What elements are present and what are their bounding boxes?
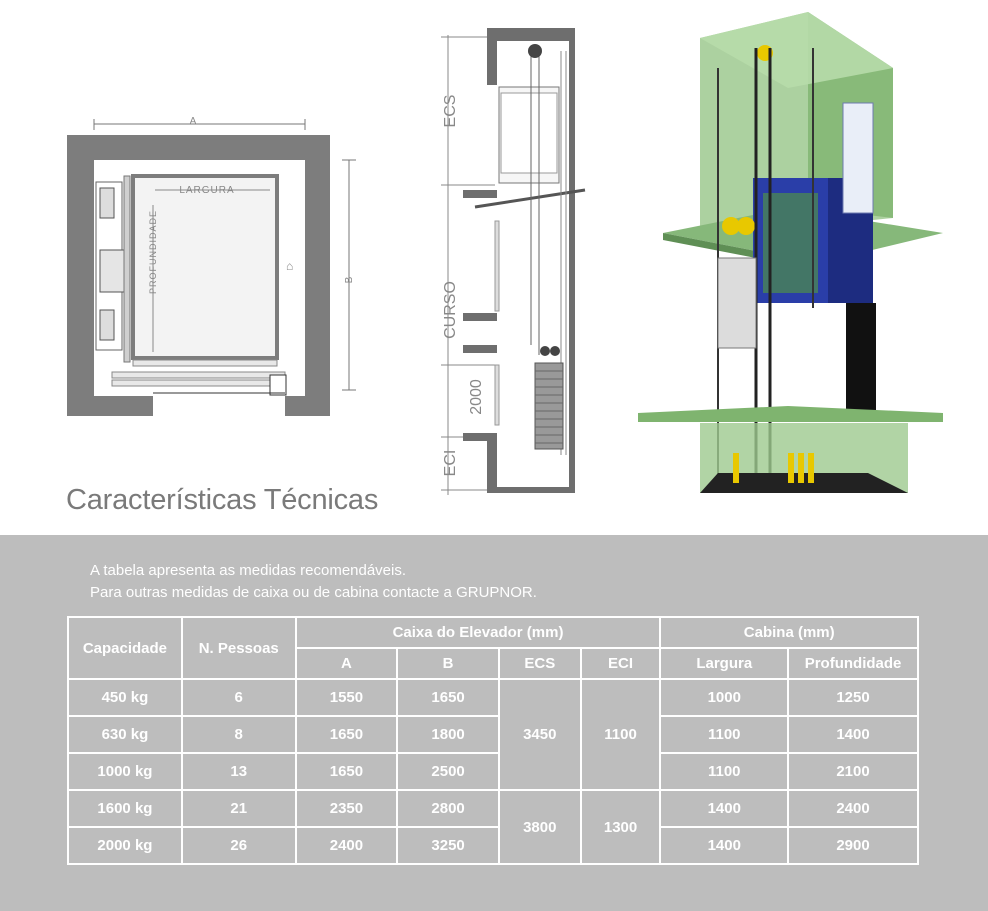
cell-pessoas: 13 bbox=[182, 753, 296, 790]
header-caixa: Caixa do Elevador (mm) bbox=[296, 617, 661, 648]
shaft-plan-drawing bbox=[60, 110, 355, 410]
table-row bbox=[68, 827, 918, 864]
shaft-section-drawing bbox=[435, 25, 585, 495]
cell-profundidade: 1400 bbox=[788, 716, 918, 753]
cell-a: 2350 bbox=[296, 790, 398, 827]
header-ecs: ECS bbox=[499, 648, 581, 679]
cell-b: 1650 bbox=[397, 679, 499, 716]
cell-profundidade: 2400 bbox=[788, 790, 918, 827]
header-profundidade: Profundidade bbox=[788, 648, 918, 679]
cell-a: 1550 bbox=[296, 679, 398, 716]
specs-table bbox=[67, 616, 919, 865]
table-row bbox=[68, 790, 918, 827]
cell-b: 2800 bbox=[397, 790, 499, 827]
cell-b: 2500 bbox=[397, 753, 499, 790]
cell-largura: 1000 bbox=[660, 679, 788, 716]
table-row bbox=[68, 716, 918, 753]
table-row bbox=[68, 679, 918, 716]
cell-a: 1650 bbox=[296, 716, 398, 753]
cell-a: 2400 bbox=[296, 827, 398, 864]
cell-eci: 1300 bbox=[581, 790, 661, 864]
elevator-3d-illustration bbox=[638, 8, 943, 503]
header-pessoas: N. Pessoas bbox=[182, 617, 296, 679]
cell-capacidade: 1000 kg bbox=[68, 753, 182, 790]
table-row bbox=[68, 753, 918, 790]
largura-label: LARGURA bbox=[179, 185, 235, 196]
profundidade-label: PROFUNDIDADE bbox=[148, 209, 158, 295]
cell-eci: 1100 bbox=[581, 679, 661, 790]
cell-largura: 1100 bbox=[660, 753, 788, 790]
curso-label: CURSO bbox=[442, 281, 459, 339]
eci-label: ECI bbox=[442, 449, 459, 477]
dim-b-label: B bbox=[344, 276, 355, 284]
header-b: B bbox=[397, 648, 499, 679]
dim-2000-label: 2000 bbox=[468, 379, 485, 415]
note-line-1: A tabela apresenta as medidas recomendáveis. bbox=[90, 562, 407, 579]
cell-pessoas: 6 bbox=[182, 679, 296, 716]
section-title: Características Técnicas bbox=[66, 484, 379, 516]
cell-profundidade: 2900 bbox=[788, 827, 918, 864]
dim-a-label: A bbox=[189, 116, 197, 127]
header-cabina: Cabina (mm) bbox=[660, 617, 918, 648]
cell-capacidade: 450 kg bbox=[68, 679, 182, 716]
cell-pessoas: 26 bbox=[182, 827, 296, 864]
cell-largura: 1400 bbox=[660, 790, 788, 827]
cell-b: 1800 bbox=[397, 716, 499, 753]
cell-ecs: 3450 bbox=[499, 679, 581, 790]
cell-profundidade: 1250 bbox=[788, 679, 918, 716]
cell-largura: 1400 bbox=[660, 827, 788, 864]
cell-capacidade: 630 kg bbox=[68, 716, 182, 753]
note-line-2: Para outras medidas de caixa ou de cabina contacte a GRUPNOR. bbox=[90, 584, 537, 601]
cell-largura: 1100 bbox=[660, 716, 788, 753]
cell-capacidade: 2000 kg bbox=[68, 827, 182, 864]
header-a: A bbox=[296, 648, 398, 679]
cell-b: 3250 bbox=[397, 827, 499, 864]
table-header-row bbox=[68, 617, 918, 648]
cell-a: 1650 bbox=[296, 753, 398, 790]
svg-text:⌂: ⌂ bbox=[286, 259, 294, 273]
cell-pessoas: 21 bbox=[182, 790, 296, 827]
cell-pessoas: 8 bbox=[182, 716, 296, 753]
header-eci: ECI bbox=[581, 648, 661, 679]
cell-profundidade: 2100 bbox=[788, 753, 918, 790]
cell-ecs: 3800 bbox=[499, 790, 581, 864]
cell-capacidade: 1600 kg bbox=[68, 790, 182, 827]
ecs-label: ECS bbox=[442, 94, 459, 128]
header-capacidade: Capacidade bbox=[68, 617, 182, 679]
header-largura: Largura bbox=[660, 648, 788, 679]
